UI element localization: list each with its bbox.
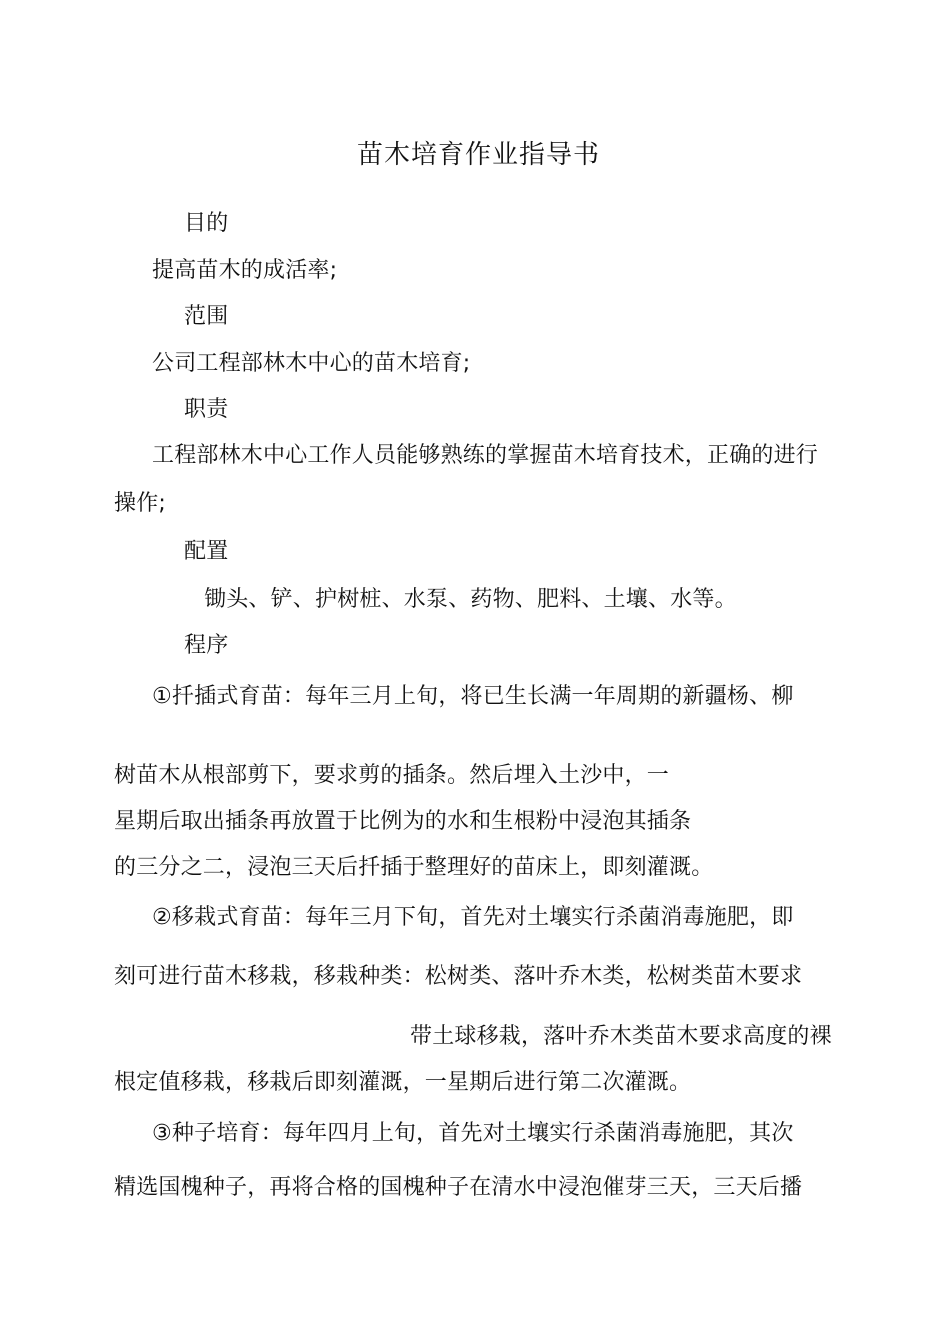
section-heading-purpose: 目的	[184, 211, 229, 236]
paragraph-line: ②移栽式育苗：每年三月下旬，首先对土壤实行杀菌消毒施肥，即	[152, 905, 794, 930]
paragraph-line: 根定值移栽，移栽后即刻灌溉，一星期后进行第二次灌溉。	[114, 1070, 692, 1095]
paragraph-line: 带土球移栽，落叶乔木类苗木要求高度的裸	[410, 1024, 832, 1049]
paragraph-line: ③种子培育：每年四月上旬，首先对土壤实行杀菌消毒施肥，其次	[152, 1121, 794, 1146]
section-heading-procedure: 程序	[184, 633, 229, 658]
paragraph-line: 公司工程部林木中心的苗木培育;	[152, 351, 471, 376]
paragraph-line: 精选国槐种子，再将合格的国槐种子在清水中浸泡催芽三天，三天后播	[114, 1175, 803, 1200]
paragraph-line: 刻可进行苗木移栽，移栽种类：松树类、落叶乔木类，松树类苗木要求	[114, 964, 803, 989]
paragraph-line: 树苗木从根部剪下，要求剪的插条。然后埋入土沙中，一	[114, 763, 670, 788]
section-heading-scope: 范围	[184, 304, 229, 329]
paragraph-line: 操作;	[114, 491, 167, 516]
paragraph-line: 提高苗木的成活率;	[152, 258, 338, 283]
paragraph-line: 工程部林木中心工作人员能够熟练的掌握苗木培育技术，正确的进行	[152, 443, 819, 468]
section-heading-equipment: 配置	[184, 539, 229, 564]
paragraph-line: 的三分之二，浸泡三天后扦插于整理好的苗床上，即刻灌溉。	[114, 855, 714, 880]
paragraph-line: 锄头、铲、护树桩、水泵、药物、肥料、土壤、水等。	[204, 587, 737, 612]
page-title: 苗木培育作业指导书	[357, 140, 601, 170]
section-heading-responsibility: 职责	[184, 397, 229, 422]
paragraph-line: 星期后取出插条再放置于比例为的水和生根粉中浸泡其插条	[114, 809, 692, 834]
paragraph-line: ①扦插式育苗：每年三月上旬，将已生长满一年周期的新疆杨、柳	[152, 684, 794, 709]
